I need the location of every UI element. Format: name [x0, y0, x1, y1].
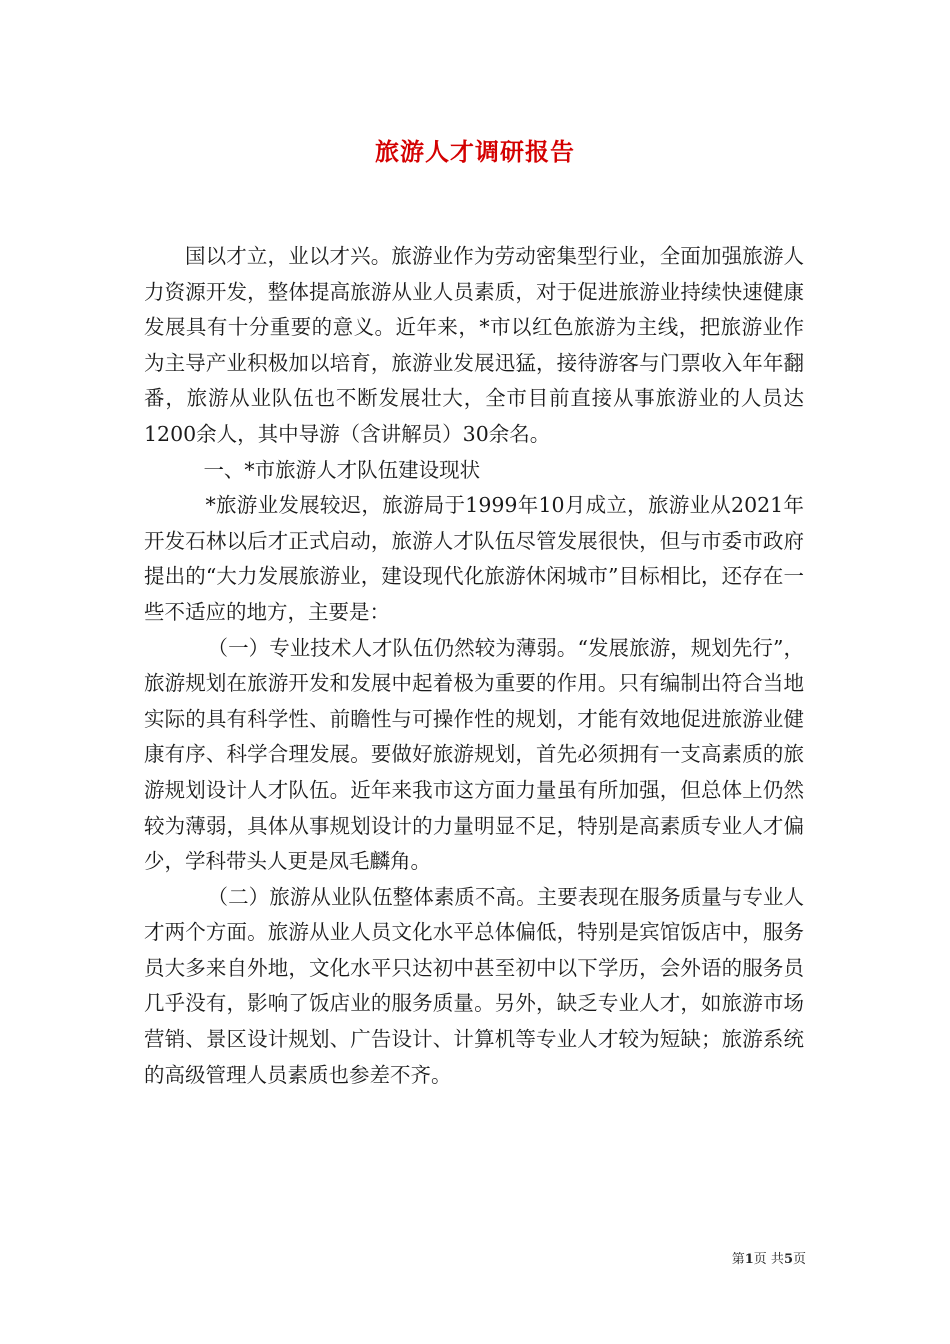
footer-middle: 页 共	[753, 1252, 784, 1267]
footer-suffix: 页	[792, 1252, 806, 1267]
footer-current-page: 1	[744, 1252, 754, 1267]
intro-paragraph: 国以才立，业以才兴。旅游业作为劳动密集型行业，全面加强旅游人力资源开发，整体提高旅游从业人员素质，对于促进旅游业持续快速健康发展具有十分重要的意义。近年来，*市以红色旅游为主线，把旅游业作为主导产业积极加以培育，旅游业发展迅猛，接待游客与门票收入年年翻番，旅游从业队伍也不断发展壮大，全市目前直接从事旅游业的人员达1200余人，其中导游（含讲解员）30余名。	[144, 244, 804, 446]
subsection-paragraph-2: （二）旅游从业队伍整体素质不高。主要表现在服务质量与专业人才两个方面。旅游从业人员文化水平总体偏低，特别是宾馆饭店中，服务员大多来自外地，文化水平只达初中甚至初中以下学历，会外语的服务员几乎没有，影响了饭店业的服务质量。另外，缺乏专业人才，如旅游市场营销、景区设计规划、广告设计、计算机等专业人才较为短缺；旅游系统的高级管理人员素质也参差不齐。	[144, 884, 804, 1087]
document-title: 旅游人才调研报告	[375, 137, 575, 166]
page-number-footer	[732, 1248, 806, 1267]
background-paragraph: *旅游业发展较迟，旅游局于1999年10月成立，旅游业从2021年开发石林以后才正式启动，旅游人才队伍尽管发展很快，但与市委市政府提出的“大力发展旅游业，建设现代化旅游休闲城市”目标相比，还存在一些不适应的地方，主要是：	[144, 493, 804, 624]
document-body	[144, 239, 804, 1093]
footer-prefix: 第	[731, 1252, 745, 1267]
subsection-paragraph-1: （一）专业技术人才队伍仍然较为薄弱。“发展旅游，规划先行”，旅游规划在旅游开发和发展中起着极为重要的作用。只有编制出符合当地实际的具有科学性、前瞻性与可操作性的规划，才能有效地促进旅游业健康有序、科学合理发展。要做好旅游规划，首先必须拥有一支高素质的旅游规划设计人才队伍。近年来我市这方面力量虽有所加强，但总体上仍然较为薄弱，具体从事规划设计的力量明显不足，特别是高素质专业人才偏少，学科带头人更是凤毛麟角。	[144, 635, 804, 874]
footer-total-pages: 5	[783, 1252, 793, 1267]
section-heading: 一、*市旅游人才队伍建设现状	[203, 457, 481, 482]
